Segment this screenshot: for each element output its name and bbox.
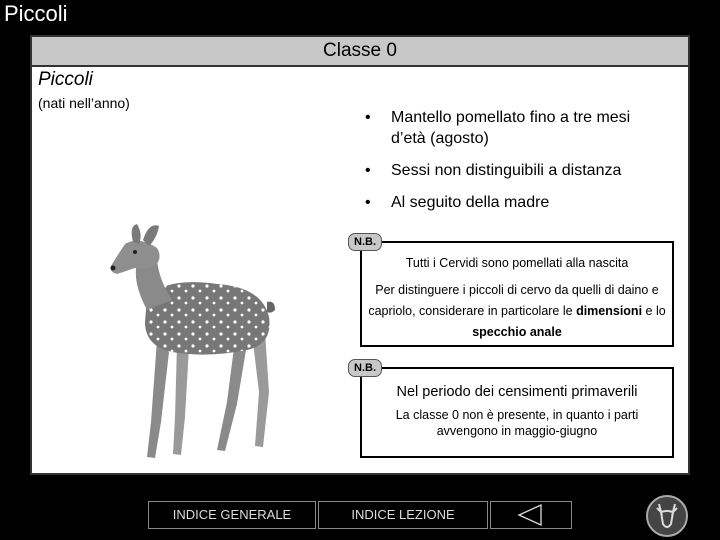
note-1-line2: Per distinguere i piccoli di cervo da quelli di daino e capriolo, considerare in particolare le dimensioni e lo specchio anale <box>368 283 666 339</box>
bullet-item: • Sessi non distinguibili a distanza <box>365 162 622 179</box>
page-title: Piccoli <box>4 1 68 26</box>
note-box-2 <box>360 367 674 458</box>
bullet-symbol: • <box>365 109 371 126</box>
fawn-illustration <box>77 222 287 467</box>
section-subtitle: (nati nell’anno) <box>38 95 130 111</box>
back-button[interactable] <box>490 501 572 529</box>
note-1-line1: Tutti i Cervidi sono pomellati alla nascita <box>405 256 629 270</box>
class-title: Classe 0 <box>32 37 688 67</box>
note-2-heading: Nel periodo dei censimenti primaverili <box>396 384 638 400</box>
section-title: Piccoli <box>38 69 93 90</box>
indice-generale-button[interactable]: INDICE GENERALE <box>148 501 316 529</box>
deer-logo-icon[interactable] <box>645 494 689 538</box>
note-1-tag: N.B. <box>348 233 382 251</box>
indice-lezione-button[interactable]: INDICE LEZIONE <box>318 501 488 529</box>
top-bar <box>0 0 720 30</box>
bullet-item: • Al seguito della madre <box>365 194 550 211</box>
bullet-item: • Mantello pomellato fino a tre mesi d’età (agosto) <box>365 109 631 147</box>
bullet-symbol: • <box>365 194 371 211</box>
note-1-bold-specchio: specchio anale <box>472 325 562 339</box>
note-box-1 <box>360 241 674 347</box>
back-arrow-icon <box>511 502 551 528</box>
note-2-tag: N.B. <box>348 359 382 377</box>
bullet-list <box>365 107 665 224</box>
bottom-nav-bar <box>0 490 720 540</box>
note-1-bold-dimensioni: dimensioni <box>576 304 643 318</box>
content-panel <box>30 35 690 475</box>
note-2-text: La classe 0 non è presente, in quanto i parti avvengono in maggio-giugno <box>395 408 639 438</box>
bullet-symbol: • <box>365 162 371 179</box>
